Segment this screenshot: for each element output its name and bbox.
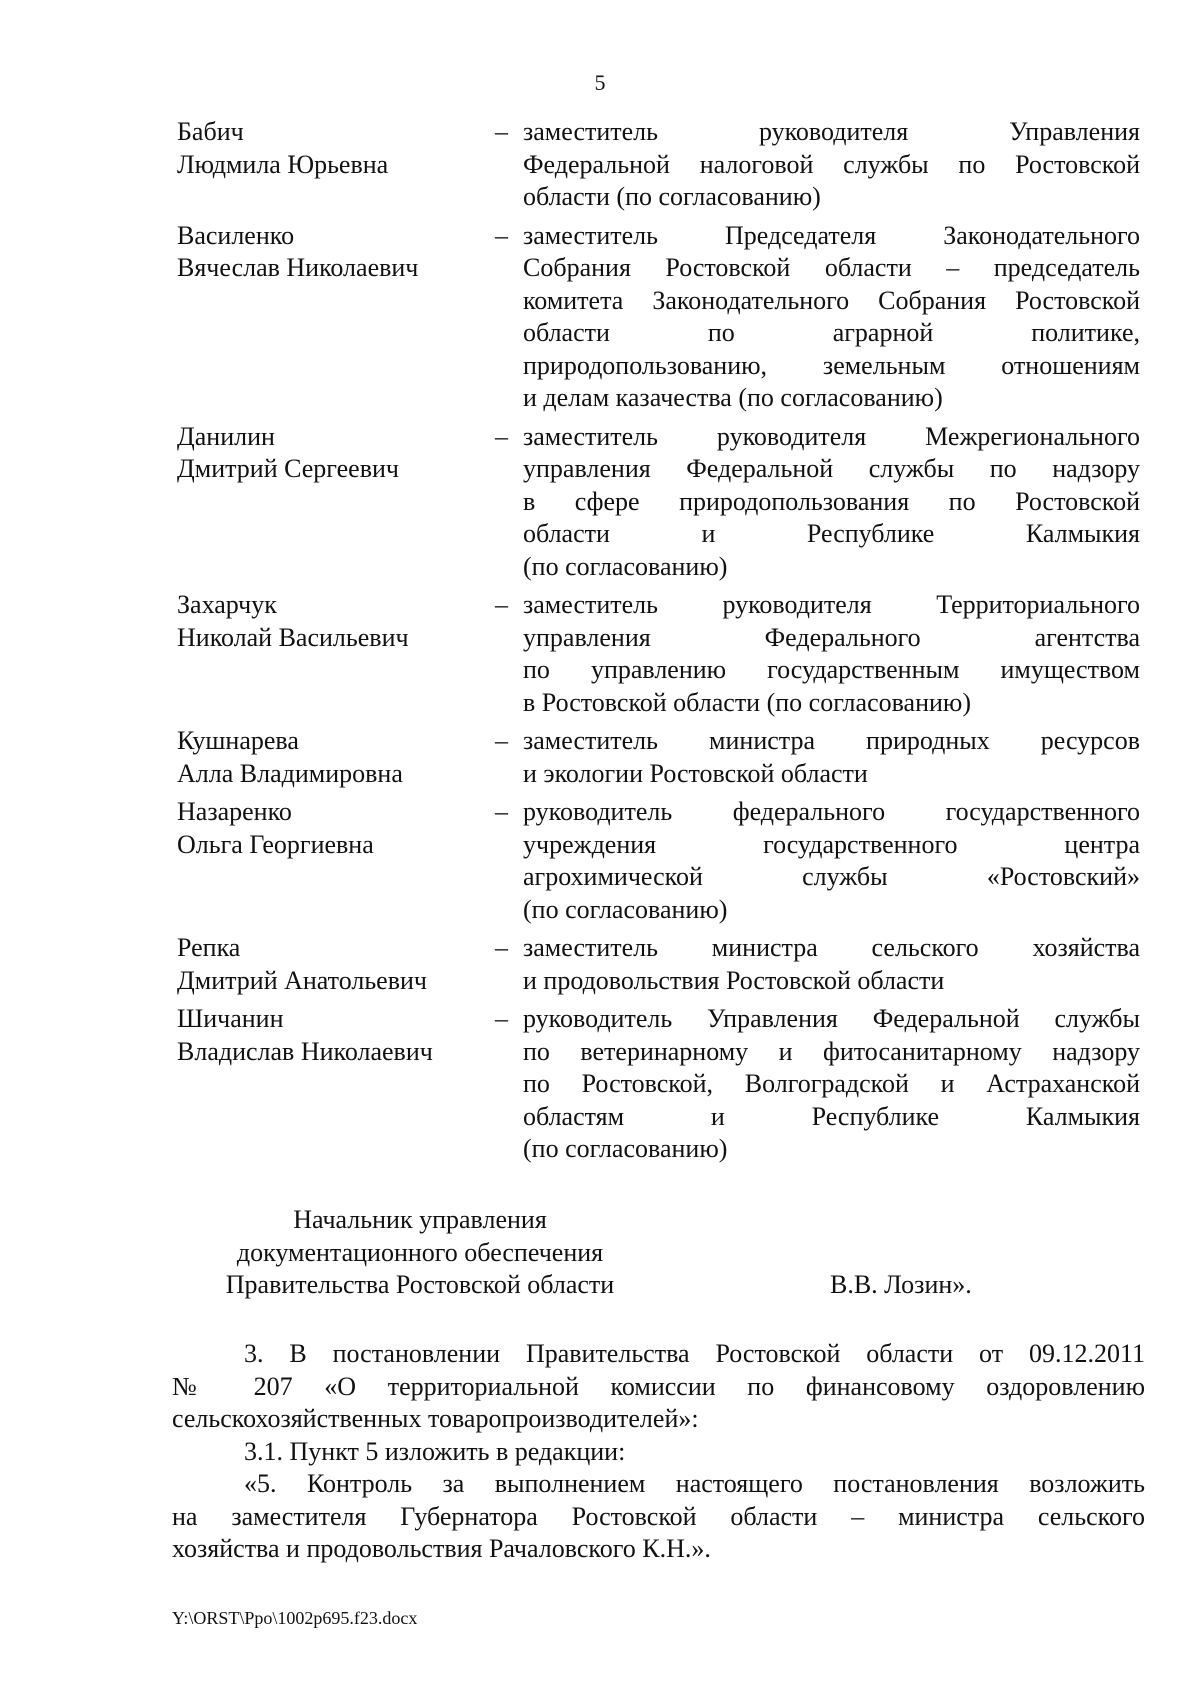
- member-entry: [177, 116, 1140, 214]
- member-description: руководитель федерального государственного учреждения государственного центра агрохимической службы «Ростовский» (по согласованию): [523, 797, 1140, 924]
- member-name: Назаренко Ольга Георгиевна: [177, 797, 374, 859]
- resolution-text: [172, 1338, 1145, 1566]
- paragraph-5-quote: «5. Контроль за выполнением настоящего постановления возложить на заместителя Губернатора Ростовской области – министра сельского хозяйства и продовольствия Рачаловского К.Н.».: [172, 1469, 1145, 1563]
- paragraph-3: 3. В постановлении Правительства Ростовской области от 09.12.2011 № 207 «О территориальной комиссии по финансовому оздоровлению сельскохозяйственных товаропроизводителей»:: [172, 1339, 1145, 1433]
- member-dash: –: [495, 1004, 508, 1033]
- member-description: заместитель руководителя Территориального управления Федерального агентства по управлению государственным имуществом в Ростовской области (по согласованию): [523, 590, 1140, 717]
- signature-block: [0, 1204, 1200, 1314]
- member-name: Репка Дмитрий Анатольевич: [177, 933, 427, 995]
- member-name: Шичанин Владислав Николаевич: [177, 1004, 433, 1066]
- member-entry: [177, 796, 1140, 926]
- member-dash: –: [495, 421, 508, 451]
- member-entry: [177, 932, 1140, 997]
- signatory-position: Начальник управления документационного обеспечения Правительства Ростовской области: [225, 1205, 615, 1299]
- signatory-name: В.В. Лозин».: [830, 1270, 972, 1299]
- member-name: Бабич Людмила Юрьевна: [177, 117, 389, 179]
- member-description: заместитель руководителя Межрегионального управления Федеральной службы по надзору в сфере природопользования по Ростовской области и Республике Калмыкия (по согласованию): [523, 421, 1140, 581]
- member-description: руководитель Управления Федеральной службы по ветеринарному и фитосанитарному надзору по Ростовской, Волгоградской и Астраханской областям и Республике Калмыкия (по согласованию): [523, 1004, 1140, 1163]
- member-name: Василенко Вячеслав Николаевич: [177, 220, 419, 282]
- member-dash: –: [495, 933, 508, 962]
- member-dash: –: [495, 797, 508, 826]
- member-dash: –: [495, 590, 508, 619]
- file-path-footer: Y:\ORST\Ppo\1002p695.f23.docx: [172, 1608, 418, 1628]
- member-dash: –: [495, 726, 508, 755]
- member-dash: –: [495, 220, 508, 250]
- member-entry: [177, 589, 1140, 719]
- member-dash: –: [495, 117, 508, 146]
- member-description: заместитель руководителя Управления Федеральной налоговой службы по Ростовской области (по согласованию): [523, 117, 1140, 211]
- member-description: заместитель министра сельского хозяйства и продовольствия Ростовской области: [523, 933, 1140, 995]
- paragraph-3-1: 3.1. Пункт 5 изложить в редакции:: [244, 1436, 626, 1466]
- member-name: Захарчук Николай Васильевич: [177, 590, 409, 652]
- member-name: Кушнарева Алла Владимировна: [177, 726, 403, 788]
- page-number: 5: [594, 70, 606, 95]
- member-entry: [177, 421, 1140, 584]
- member-name: Данилин Дмитрий Сергеевич: [177, 421, 399, 483]
- member-entry: [177, 220, 1140, 415]
- member-entry: [177, 1003, 1140, 1166]
- member-description: заместитель министра природных ресурсов и экологии Ростовской области: [523, 726, 1140, 788]
- member-list: [177, 116, 1140, 1172]
- member-description: заместитель Председателя Законодательного Собрания Ростовской области – председатель комитета Законодательного Собрания Ростовской области по аграрной политике, природопользованию, земельным отношениям и делам казачества (по согласованию): [523, 220, 1140, 412]
- member-entry: [177, 725, 1140, 790]
